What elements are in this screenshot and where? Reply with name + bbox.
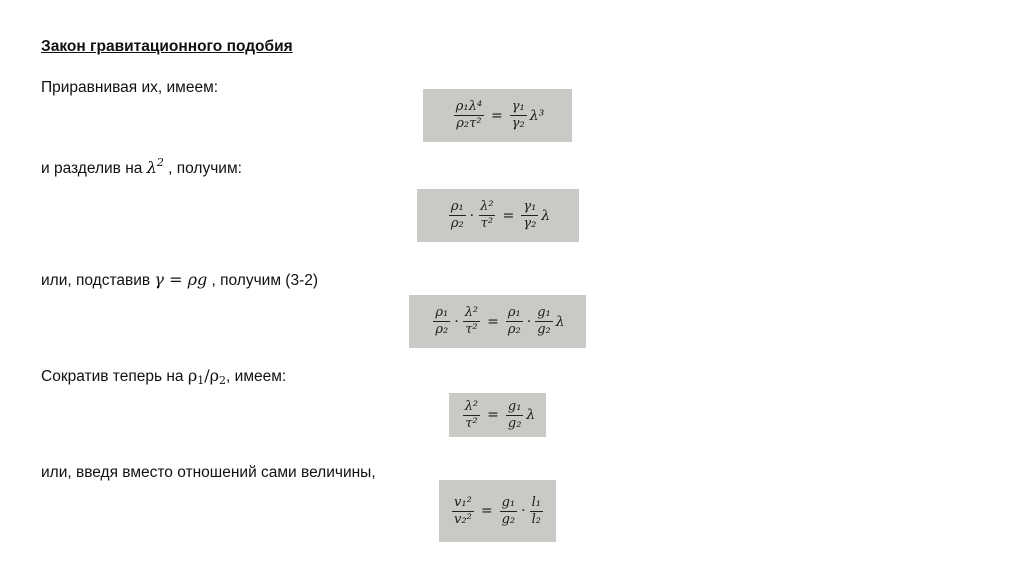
- formula-5-fraction-1-denominator: v₂²: [454, 511, 472, 527]
- formula-2-dot: ·: [469, 207, 475, 224]
- formula-image-2: [417, 189, 579, 242]
- formula-3-fraction-4: [535, 306, 553, 337]
- text-line-4-after: , имеем:: [226, 368, 287, 385]
- formula-1-fraction-1-denominator: ρ₂τ²: [456, 116, 482, 131]
- formula-5-fraction-1: [452, 496, 474, 527]
- text-line-3-after: , получим (3-2): [207, 272, 319, 289]
- formula-3-fraction-4-numerator: g₁: [537, 305, 551, 320]
- text-line-2-after: , получим:: [163, 160, 242, 177]
- formula-2-fraction-3-numerator: γ₁: [523, 199, 537, 214]
- text-line-1: Приравнивая их, имеем:: [41, 79, 219, 96]
- formula-2-fraction-2-numerator: λ²: [480, 199, 494, 214]
- rho-ratio-math: [188, 366, 226, 385]
- formula-5-fraction-2-numerator: g₁: [501, 494, 516, 510]
- formula-3-fraction-1-denominator: ρ₂: [435, 322, 449, 337]
- formula-2-fraction-3: [521, 200, 538, 231]
- formula-2-equals: =: [502, 207, 515, 224]
- formula-4-fraction-1-denominator: τ²: [465, 415, 478, 431]
- formula-2-fraction-1-numerator: ρ₁: [450, 199, 464, 214]
- formula-3-fraction-2-denominator: τ²: [465, 322, 478, 337]
- formula-2-tail: λ: [541, 207, 551, 224]
- text-line-2-before: и разделив на: [41, 160, 147, 177]
- text-line-3: [41, 270, 318, 291]
- formula-image-4: [449, 393, 546, 437]
- rho-2-symbol: ρ: [209, 366, 220, 385]
- formula-1-fraction-2-numerator: γ₁: [511, 99, 525, 114]
- formula-4-fraction-1: [463, 400, 480, 431]
- formula-image-5: [439, 480, 556, 542]
- formula-5-fraction-1-numerator: v₁²: [454, 494, 472, 510]
- rho-1-subscript: 1: [197, 374, 205, 387]
- ratio-slash: /: [204, 366, 210, 385]
- formula-4-fraction-2-numerator: g₁: [507, 398, 522, 414]
- formula-3-fraction-2-numerator: λ²: [464, 305, 479, 320]
- formula-4-fraction-2: [506, 400, 524, 431]
- formula-3-fraction-2: [463, 306, 480, 337]
- lambda-squared-math: [147, 158, 164, 177]
- formula-5-fraction-3-numerator: l₁: [531, 494, 541, 510]
- page-title: Закон гравитационного подобия: [41, 38, 293, 55]
- formula-3-fraction-4-denominator: g₂: [537, 322, 551, 337]
- lambda-symbol: λ: [146, 158, 157, 177]
- formula-image-1: [423, 89, 572, 142]
- rho-1-symbol: ρ: [187, 366, 198, 385]
- formula-3-equals: =: [487, 313, 499, 330]
- text-line-4: [41, 366, 286, 391]
- text-line-3-before: или, подставив: [41, 272, 155, 289]
- formula-2-fraction-2: [478, 200, 495, 231]
- formula-1-tail: λ³: [529, 107, 545, 124]
- text-line-4-before: Сократив теперь на: [41, 368, 188, 385]
- formula-image-3: [409, 295, 586, 348]
- formula-2-fraction-1: [449, 200, 466, 231]
- formula-3-fraction-1-numerator: ρ₁: [435, 305, 449, 320]
- formula-5-equals: =: [480, 503, 493, 519]
- formula-3-fraction-3-denominator: ρ₂: [507, 322, 521, 337]
- lambda-exponent: 2: [156, 156, 164, 169]
- formula-3-dot-2: ·: [526, 313, 532, 330]
- rho-2-subscript: 2: [219, 374, 227, 387]
- formula-3-tail: λ: [555, 313, 565, 330]
- formula-3-fraction-3-numerator: ρ₁: [507, 305, 521, 320]
- formula-3-fraction-1: [433, 306, 450, 337]
- formula-1-fraction-2: [510, 100, 527, 131]
- gamma-equals-rho-g-math: γ = ρg: [154, 270, 208, 289]
- formula-5-fraction-3-denominator: l₂: [531, 511, 541, 527]
- formula-4-equals: =: [487, 407, 499, 423]
- formula-5-fraction-2-denominator: g₂: [501, 511, 516, 527]
- text-line-2: [41, 153, 242, 179]
- text-line-5: или, введя вместо отношений сами величины,: [41, 464, 376, 481]
- formula-4-fraction-1-numerator: λ²: [464, 398, 479, 414]
- formula-2-fraction-3-denominator: γ₂: [523, 216, 537, 231]
- formula-4-fraction-2-denominator: g₂: [507, 415, 522, 431]
- formula-5-fraction-3: [530, 496, 543, 527]
- formula-4-tail: λ: [526, 407, 536, 423]
- formula-5-dot: ·: [521, 503, 526, 519]
- formula-2-fraction-2-denominator: τ²: [480, 216, 494, 231]
- formula-5-fraction-2: [500, 496, 518, 527]
- formula-1-fraction-1-numerator: ρ₁λ⁴: [455, 99, 483, 114]
- formula-1-fraction-2-denominator: γ₂: [511, 116, 525, 131]
- formula-3-fraction-3: [506, 306, 523, 337]
- formula-1-equals: =: [491, 107, 503, 124]
- formula-2-fraction-1-denominator: ρ₂: [450, 216, 464, 231]
- formula-3-dot-1: ·: [454, 313, 459, 330]
- formula-1-fraction-1: [454, 100, 484, 131]
